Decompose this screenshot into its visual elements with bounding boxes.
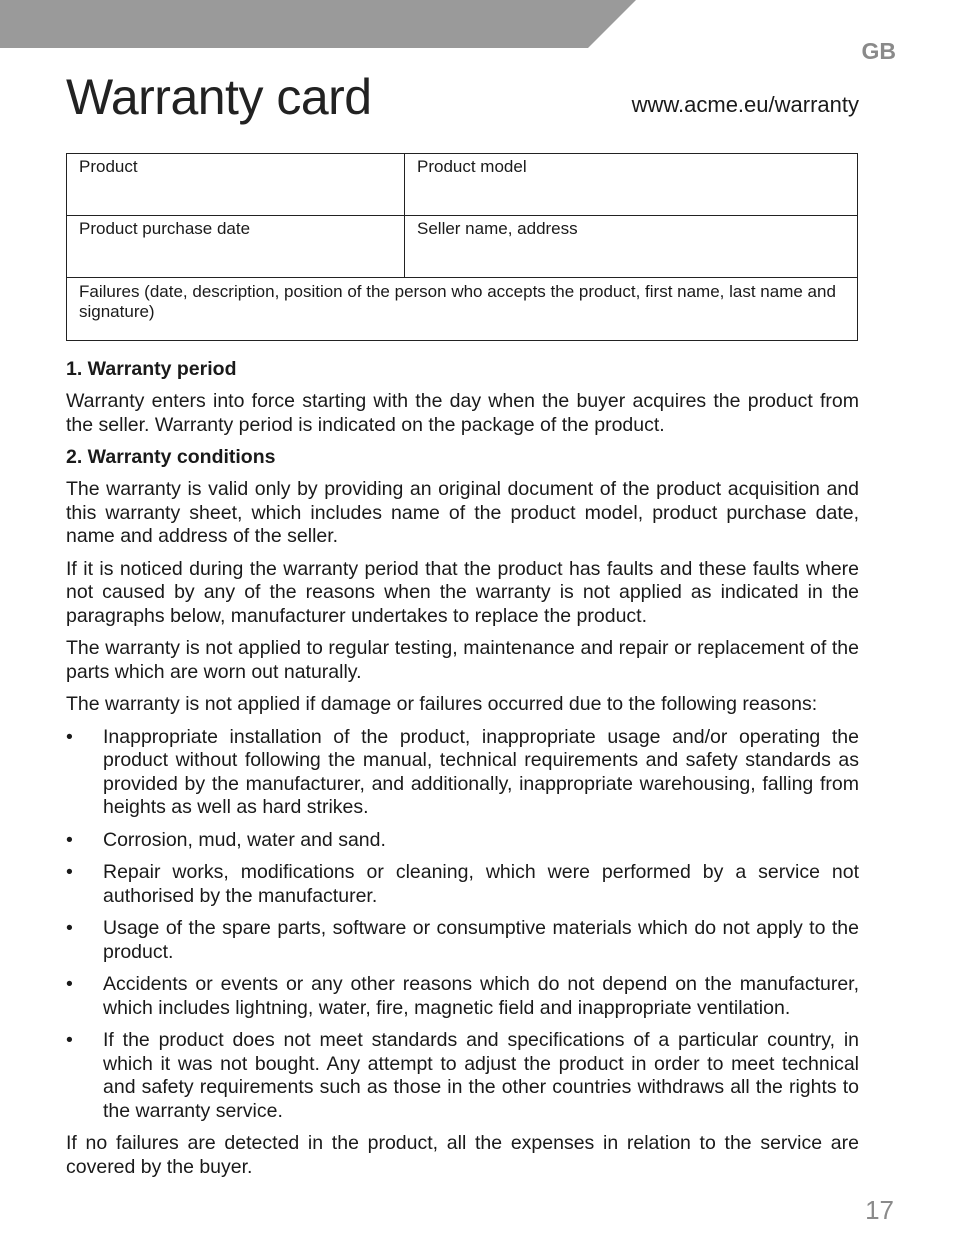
list-item-text: Repair works, modifications or cleaning, which were performed by a service not authorised by the manufacturer. (103, 861, 859, 907)
page-title: Warranty card (66, 69, 372, 125)
form-row-product (67, 154, 858, 216)
bullet-icon: • (66, 973, 73, 995)
conditions-paragraph: The warranty is not applied if damage or failures occurred due to the following reasons: (66, 693, 818, 715)
product-field: Product (67, 154, 405, 216)
bullet-icon: • (66, 1029, 73, 1051)
warranty-period-text: Warranty enters into force starting with the day when the buyer acquires the product from the seller. Warranty period is indicated on the package of the product. (66, 390, 859, 436)
product-model-field: Product model (405, 154, 858, 216)
header-band (0, 0, 954, 48)
closing-paragraph: If no failures are detected in the product, all the expenses in relation to the service are covered by the buyer. (66, 1132, 859, 1178)
warranty-period-heading: 1. Warranty period (66, 358, 237, 380)
warranty-form-table (66, 153, 858, 341)
list-item-text: Corrosion, mud, water and sand. (103, 828, 386, 851)
list-item (66, 973, 859, 1020)
purchase-date-field: Product purchase date (67, 216, 405, 278)
list-item (66, 861, 859, 908)
conditions-paragraph: The warranty is valid only by providing an original document of the product acquisition and this warranty sheet, which includes name of the product model, product purchase date, name and address of the seller. (66, 478, 859, 547)
exclusion-reasons-list (66, 726, 859, 1124)
bullet-icon: • (66, 917, 73, 939)
conditions-paragraph: The warranty is not applied to regular testing, maintenance and repair or replacement of the parts which are worn out naturally. (66, 637, 859, 683)
warranty-conditions-heading: 2. Warranty conditions (66, 446, 276, 468)
list-item-text: Accidents or events or any other reasons which do not depend on the manufacturer, which includes lightning, water, fire, magnetic field and inappropriate ventilation. (103, 973, 859, 1019)
list-item (66, 917, 859, 964)
failures-field: Failures (date, description, position of the person who accepts the product, first name, last name and signature) (67, 278, 858, 341)
warranty-website: www.acme.eu/warranty (631, 92, 859, 117)
list-item-text: Usage of the spare parts, software or consumptive materials which do not apply to the product. (103, 917, 859, 963)
bullet-icon: • (66, 861, 73, 883)
form-row-failures (67, 278, 858, 341)
list-item-text: If the product does not meet standards and specifications of a particular country, in which it was not bought. Any attempt to adjust the product in order to meet technical and safety requirements such as those in the other countries withdraws all the rights to the warranty service. (103, 1029, 859, 1122)
list-item-text: Inappropriate installation of the product, inappropriate usage and/or operating the product without following the manual, technical requirements and safety standards as provided by the manufacturer, and additionally, inappropriate warehousing, falling from heights as well as hard strikes. (103, 725, 859, 818)
list-item (66, 726, 859, 820)
bullet-icon: • (66, 725, 73, 748)
form-row-purchase (67, 216, 858, 278)
seller-field: Seller name, address (405, 216, 858, 278)
conditions-paragraph: If it is noticed during the warranty period that the product has faults and these faults where not caused by any of the reasons when the warranty is not applied as indicated in the paragraphs below, manufacturer undertakes to replace the product. (66, 557, 859, 627)
page-number: 17 (865, 1195, 894, 1225)
warranty-terms (66, 358, 859, 1188)
list-item (66, 829, 859, 853)
bullet-icon: • (66, 828, 73, 851)
list-item (66, 1029, 859, 1123)
language-code: GB (861, 38, 896, 64)
